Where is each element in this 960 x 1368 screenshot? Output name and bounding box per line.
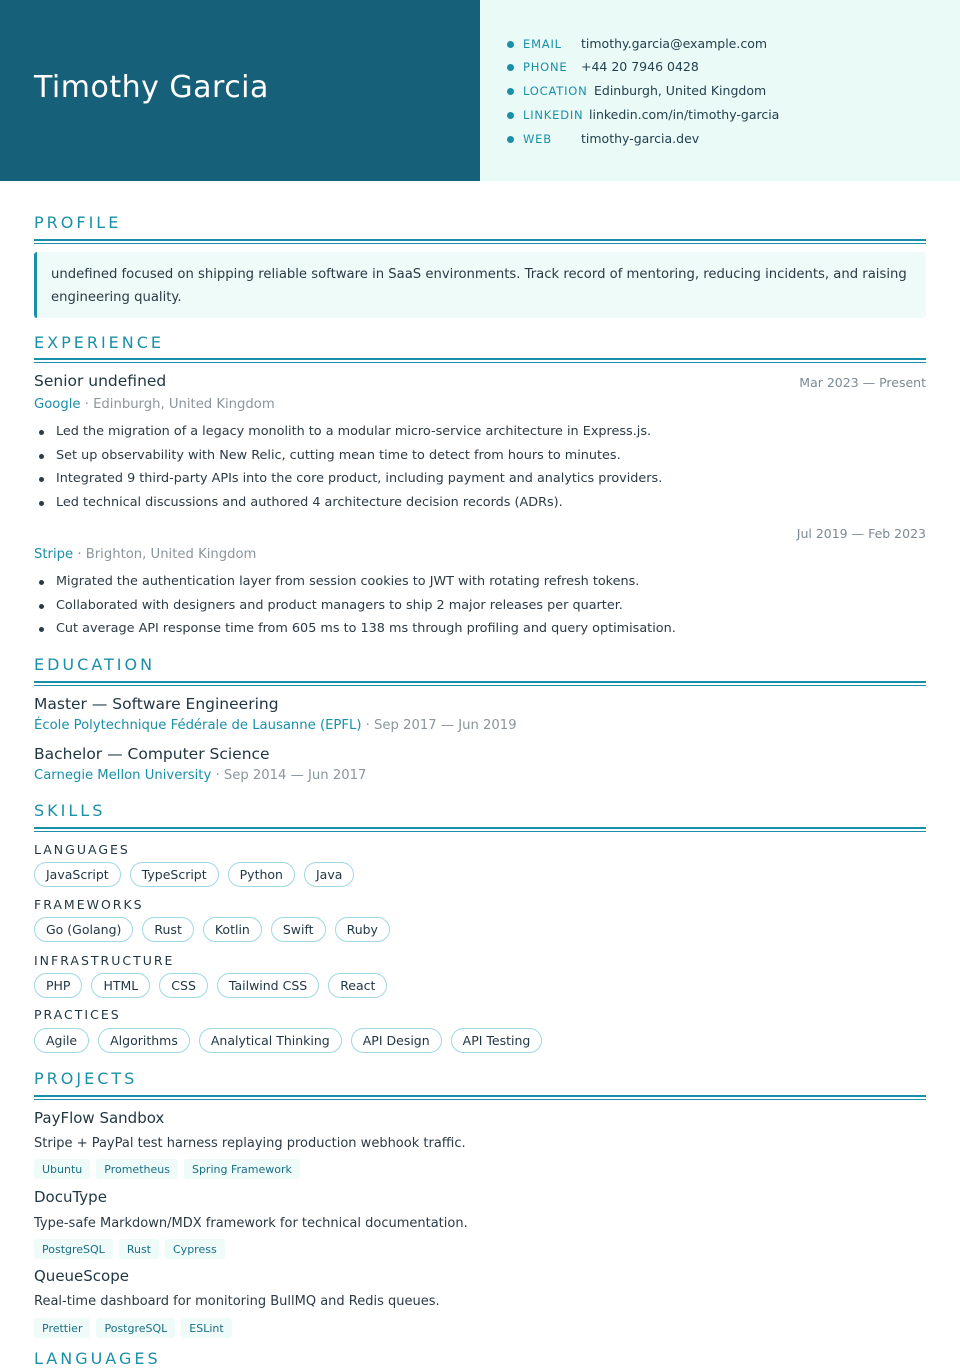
- profile-summary: undefined focused on shipping reliable software in SaaS environments. Track record of mentoring, reducing incidents, and raising engineering quality.: [34, 252, 926, 318]
- job-dates: Jul 2019 — Feb 2023: [796, 526, 926, 541]
- job-company-line: [34, 547, 256, 562]
- project-title: DocuType: [34, 1188, 107, 1206]
- bullet-dot-icon: [507, 41, 514, 48]
- tech-tag: PostgreSQL: [34, 1239, 113, 1259]
- job-title: Senior undefined: [34, 372, 167, 390]
- project-description: Type-safe Markdown/MDX framework for technical documentation.: [34, 1216, 468, 1231]
- skill-chip: Python: [228, 862, 295, 887]
- section-divider: [34, 358, 926, 363]
- tech-tag: Cypress: [165, 1239, 225, 1259]
- skill-category: INFRASTRUCTURE: [34, 953, 175, 968]
- section-divider: [34, 1095, 926, 1100]
- list-item: Cut average API response time from 605 ms to 138 ms through profiling and query optimisation.: [34, 617, 914, 641]
- skill-chip: Algorithms: [98, 1028, 190, 1053]
- project-tags: [34, 1318, 232, 1338]
- company-location: · Brighton, United Kingdom: [73, 547, 257, 562]
- contact-label: LOCATION: [523, 84, 588, 98]
- skill-chip: Agile: [34, 1028, 89, 1053]
- section-divider: [34, 239, 926, 244]
- skill-chip: Kotlin: [203, 917, 262, 942]
- degree-title: Master — Software Engineering: [34, 695, 279, 713]
- contact-label: WEB: [523, 132, 552, 146]
- company-name: Stripe: [34, 547, 74, 562]
- skill-chip: CSS: [159, 973, 208, 998]
- skill-chip: React: [328, 973, 387, 998]
- languages-heading: LANGUAGES: [34, 1349, 161, 1368]
- education-heading: EDUCATION: [34, 655, 156, 674]
- skill-chip: Ruby: [335, 917, 390, 942]
- tech-tag: Prometheus: [96, 1159, 178, 1179]
- contact-phone: [507, 57, 568, 77]
- list-item: Migrated the authentication layer from session cookies to JWT with rotating refresh tokens.: [34, 570, 914, 594]
- job-bullets: [34, 420, 914, 514]
- projects-heading: PROJECTS: [34, 1069, 138, 1088]
- tech-tag: Rust: [119, 1239, 159, 1259]
- tech-tag: PostgreSQL: [96, 1318, 175, 1338]
- skill-chip: Rust: [142, 917, 193, 942]
- school-dates: · Sep 2017 — Jun 2019: [361, 718, 517, 733]
- skill-category: PRACTICES: [34, 1007, 121, 1022]
- contact-location: [507, 81, 588, 101]
- phone-link[interactable]: +44 20 7946 0428: [581, 59, 699, 74]
- skill-chip: Java: [304, 862, 354, 887]
- bullet-dot-icon: [507, 64, 514, 71]
- email-link[interactable]: timothy.garcia@example.com: [581, 36, 768, 51]
- school-name: Carnegie Mellon University: [34, 768, 212, 783]
- project-description: Stripe + PayPal test harness replaying production webhook traffic.: [34, 1136, 466, 1151]
- skill-chips: [34, 1028, 542, 1053]
- school-line: [34, 768, 366, 783]
- candidate-name: Timothy Garcia: [34, 70, 269, 105]
- skill-chip: API Design: [351, 1028, 442, 1053]
- website-link[interactable]: timothy-garcia.dev: [581, 131, 700, 146]
- skill-chip: JavaScript: [34, 862, 121, 887]
- bullet-dot-icon: [507, 88, 514, 95]
- tech-tag: ESLint: [181, 1318, 231, 1338]
- skill-chip: API Testing: [451, 1028, 543, 1053]
- contact-linkedin: [507, 105, 583, 125]
- project-title: QueueScope: [34, 1267, 129, 1285]
- skill-chips: [34, 973, 387, 998]
- project-tags: [34, 1239, 225, 1259]
- list-item: Led the migration of a legacy monolith to a modular micro-service architecture in Express.js.: [34, 420, 914, 444]
- location-value: Edinburgh, United Kingdom: [594, 83, 767, 98]
- skill-chips: [34, 862, 354, 887]
- company-name: Google: [34, 397, 81, 412]
- job-company-line: [34, 397, 275, 412]
- experience-heading: EXPERIENCE: [34, 333, 165, 352]
- skill-chip: Go (Golang): [34, 917, 133, 942]
- job-dates: Mar 2023 — Present: [799, 375, 926, 390]
- project-title: PayFlow Sandbox: [34, 1109, 165, 1127]
- header-name-panel: [0, 0, 480, 181]
- list-item: Collaborated with designers and product managers to ship 2 major releases per quarter.: [34, 594, 914, 618]
- profile-heading: PROFILE: [34, 213, 122, 232]
- tech-tag: Ubuntu: [34, 1159, 90, 1179]
- skill-chip: TypeScript: [130, 862, 219, 887]
- contact-email: [507, 34, 562, 54]
- skill-chip: Swift: [271, 917, 326, 942]
- resume-header: [0, 0, 960, 181]
- skill-chips: [34, 917, 390, 942]
- school-dates: · Sep 2014 — Jun 2017: [211, 768, 367, 783]
- skill-category: FRAMEWORKS: [34, 897, 144, 912]
- project-description: Real-time dashboard for monitoring BullMQ and Redis queues.: [34, 1294, 440, 1309]
- linkedin-link[interactable]: linkedin.com/in/timothy-garcia: [589, 107, 780, 122]
- contact-web: [507, 129, 552, 149]
- bullet-dot-icon: [507, 136, 514, 143]
- skill-chip: HTML: [91, 973, 150, 998]
- list-item: Integrated 9 third-party APIs into the core product, including payment and analytics providers.: [34, 467, 914, 491]
- skill-chip: Analytical Thinking: [199, 1028, 342, 1053]
- job-bullets: [34, 570, 914, 641]
- contact-label: PHONE: [523, 60, 568, 74]
- skill-chip: PHP: [34, 973, 82, 998]
- contact-label: EMAIL: [523, 37, 562, 51]
- project-tags: [34, 1159, 300, 1179]
- section-divider: [34, 681, 926, 686]
- skill-chip: Tailwind CSS: [217, 973, 319, 998]
- skill-category: LANGUAGES: [34, 842, 130, 857]
- company-location: · Edinburgh, United Kingdom: [80, 397, 275, 412]
- bullet-dot-icon: [507, 112, 514, 119]
- tech-tag: Prettier: [34, 1318, 90, 1338]
- contact-label: LINKEDIN: [523, 108, 584, 122]
- list-item: Led technical discussions and authored 4 architecture decision records (ADRs).: [34, 491, 914, 515]
- school-line: [34, 718, 517, 733]
- school-name: École Polytechnique Fédérale de Lausanne (EPFL): [34, 718, 362, 733]
- tech-tag: Spring Framework: [184, 1159, 300, 1179]
- list-item: Set up observability with New Relic, cutting mean time to detect from hours to minutes.: [34, 444, 914, 468]
- skills-heading: SKILLS: [34, 801, 106, 820]
- section-divider: [34, 827, 926, 832]
- degree-title: Bachelor — Computer Science: [34, 745, 270, 763]
